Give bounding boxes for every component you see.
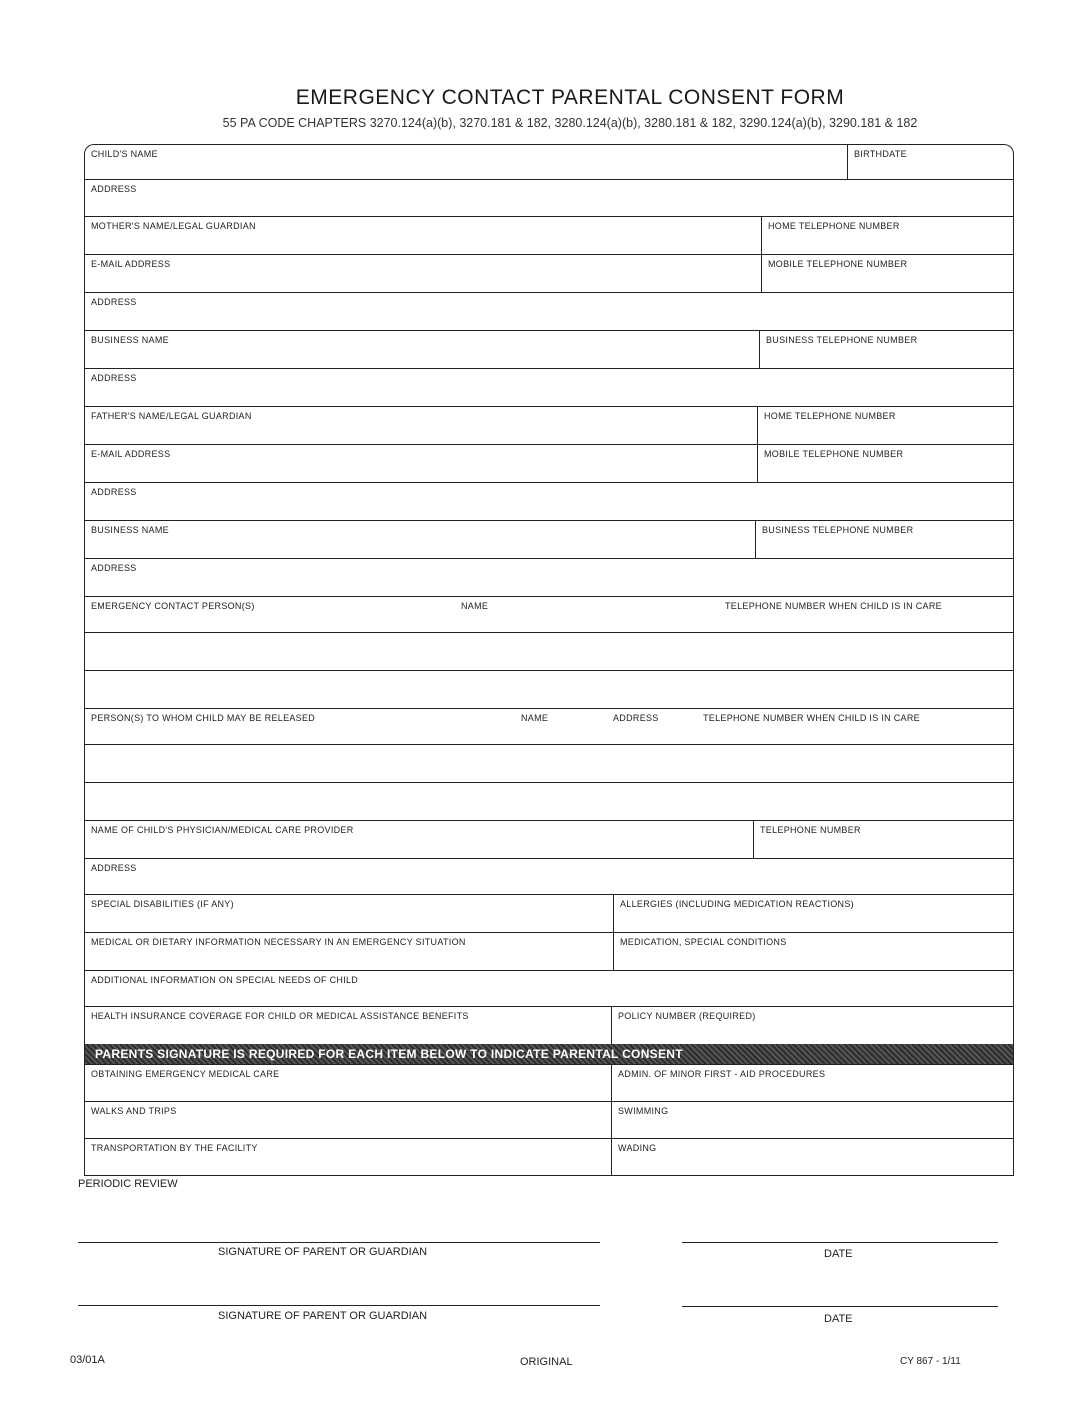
policy-number-label: POLICY NUMBER (REQUIRED) xyxy=(618,1011,756,1021)
father-email-field[interactable] xyxy=(85,445,757,482)
father-home-phone-field[interactable] xyxy=(757,407,1013,444)
parent-signature-label-1: SIGNATURE OF PARENT OR GUARDIAN xyxy=(218,1246,428,1258)
father-business-row xyxy=(84,520,1014,558)
release-person-line-1[interactable] xyxy=(84,744,1014,782)
form-title: EMERGENCY CONTACT PARENTAL CONSENT FORM xyxy=(295,86,845,109)
date-label-2: DATE xyxy=(824,1313,853,1325)
physician-phone-field[interactable] xyxy=(753,821,1013,858)
form-code-left: 03/01A xyxy=(70,1354,105,1366)
father-name-label: FATHER'S NAME/LEGAL GUARDIAN xyxy=(91,411,252,421)
mother-home-phone-field[interactable] xyxy=(761,217,1013,254)
swimming-label: SWIMMING xyxy=(618,1106,669,1116)
father-business-address-row[interactable] xyxy=(84,558,1014,596)
walks-label: WALKS AND TRIPS xyxy=(91,1106,177,1116)
date-line-2[interactable] xyxy=(682,1306,998,1307)
father-mobile-phone-label: MOBILE TELEPHONE NUMBER xyxy=(764,449,904,459)
medical-dietary-field[interactable] xyxy=(85,933,613,970)
father-business-phone-field[interactable] xyxy=(755,521,1013,558)
form-number-right: CY 867 - 1/11 xyxy=(900,1356,961,1367)
release-phone-label: TELEPHONE NUMBER WHEN CHILD IS IN CARE xyxy=(703,713,920,723)
birthdate-label: BIRTHDATE xyxy=(854,149,907,159)
consent-row-1 xyxy=(84,1064,1014,1101)
additional-info-row[interactable] xyxy=(84,970,1014,1006)
consent-row-3 xyxy=(84,1138,1014,1176)
physician-name-label: NAME OF CHILD'S PHYSICIAN/MEDICAL CARE PROVIDER xyxy=(91,825,354,835)
mother-business-row xyxy=(84,330,1014,368)
mother-name-field[interactable] xyxy=(85,217,761,254)
transportation-label: TRANSPORTATION BY THE FACILITY xyxy=(91,1143,258,1153)
mother-business-name-label: BUSINESS NAME xyxy=(91,335,169,345)
mother-business-phone-field[interactable] xyxy=(759,331,1013,368)
mother-mobile-phone-label: MOBILE TELEPHONE NUMBER xyxy=(768,259,908,269)
transportation-signature-field[interactable] xyxy=(85,1139,611,1175)
swimming-signature-field[interactable] xyxy=(611,1102,1013,1138)
father-email-row xyxy=(84,444,1014,482)
emergency-contacts-header xyxy=(84,596,1014,632)
emergency-contact-line-1[interactable] xyxy=(84,632,1014,670)
parent-signature-line-1[interactable] xyxy=(78,1242,600,1243)
policy-number-field[interactable] xyxy=(611,1007,1013,1044)
physician-address-label: ADDRESS xyxy=(91,863,137,873)
father-business-name-label: BUSINESS NAME xyxy=(91,525,169,535)
father-email-label: E-MAIL ADDRESS xyxy=(91,449,171,459)
child-address-row[interactable] xyxy=(84,179,1014,216)
father-address-row[interactable] xyxy=(84,482,1014,520)
physician-address-row[interactable] xyxy=(84,858,1014,894)
mother-name-label: MOTHER'S NAME/LEGAL GUARDIAN xyxy=(91,221,256,231)
father-mobile-phone-field[interactable] xyxy=(757,445,1013,482)
mother-business-address-row[interactable] xyxy=(84,368,1014,406)
date-label-1: DATE xyxy=(824,1248,853,1260)
consent-form xyxy=(84,144,1014,1176)
mother-business-address-label: ADDRESS xyxy=(91,373,137,383)
emergency-phone-label: TELEPHONE NUMBER WHEN CHILD IS IN CARE xyxy=(725,601,942,611)
original-label: ORIGINAL xyxy=(520,1356,573,1368)
form-subtitle: 55 PA CODE CHAPTERS 3270.124(a)(b), 3270.181 & 182, 3280.124(a)(b), 3280.181 & 182, 3290.124(a)(b), 3290.181 & 182 xyxy=(222,116,918,130)
date-line-1[interactable] xyxy=(682,1242,998,1243)
consent-banner xyxy=(84,1044,1014,1064)
child-name-field[interactable] xyxy=(85,145,831,179)
medication-conditions-field[interactable] xyxy=(613,933,1013,970)
health-insurance-label: HEALTH INSURANCE COVERAGE FOR CHILD OR MEDICAL ASSISTANCE BENEFITS xyxy=(91,1011,469,1021)
parent-signature-line-2[interactable] xyxy=(78,1305,600,1306)
mother-address-row[interactable] xyxy=(84,292,1014,330)
father-home-phone-label: HOME TELEPHONE NUMBER xyxy=(764,411,896,421)
first-aid-signature-field[interactable] xyxy=(611,1065,1013,1101)
mother-business-phone-label: BUSINESS TELEPHONE NUMBER xyxy=(766,335,918,345)
birthdate-field[interactable] xyxy=(847,145,1013,179)
special-disabilities-label: SPECIAL DISABILITIES (IF ANY) xyxy=(91,899,234,909)
emergency-name-label: NAME xyxy=(461,601,489,611)
release-persons-label: PERSON(S) TO WHOM CHILD MAY BE RELEASED xyxy=(91,713,316,723)
emergency-care-label: OBTAINING EMERGENCY MEDICAL CARE xyxy=(91,1069,280,1079)
consent-banner-text: PARENTS SIGNATURE IS REQUIRED FOR EACH ITEM BELOW TO INDICATE PARENTAL CONSENT xyxy=(95,1047,683,1061)
additional-info-label: ADDITIONAL INFORMATION ON SPECIAL NEEDS OF CHILD xyxy=(91,975,359,985)
walks-signature-field[interactable] xyxy=(85,1102,611,1138)
father-address-label: ADDRESS xyxy=(91,487,137,497)
child-address-label: ADDRESS xyxy=(91,184,137,194)
child-name-row xyxy=(84,144,1014,179)
allergies-label: ALLERGIES (INCLUDING MEDICATION REACTIONS) xyxy=(620,899,854,909)
health-insurance-field[interactable] xyxy=(85,1007,611,1044)
wading-signature-field[interactable] xyxy=(611,1139,1013,1175)
emergency-contact-line-2[interactable] xyxy=(84,670,1014,708)
special-disabilities-field[interactable] xyxy=(85,895,613,932)
periodic-review-label: PERIODIC REVIEW xyxy=(78,1178,178,1190)
mother-email-field[interactable] xyxy=(85,255,761,292)
insurance-row xyxy=(84,1006,1014,1044)
medical-dietary-row xyxy=(84,932,1014,970)
release-name-label: NAME xyxy=(521,713,549,723)
release-persons-header xyxy=(84,708,1014,744)
father-name-row xyxy=(84,406,1014,444)
allergies-field[interactable] xyxy=(613,895,1013,932)
mother-mobile-phone-field[interactable] xyxy=(761,255,1013,292)
consent-row-2 xyxy=(84,1101,1014,1138)
physician-phone-label: TELEPHONE NUMBER xyxy=(760,825,861,835)
mother-business-name-field[interactable] xyxy=(85,331,759,368)
first-aid-label: ADMIN. OF MINOR FIRST - AID PROCEDURES xyxy=(618,1069,826,1079)
medication-conditions-label: MEDICATION, SPECIAL CONDITIONS xyxy=(620,937,787,947)
father-name-field[interactable] xyxy=(85,407,757,444)
father-business-phone-label: BUSINESS TELEPHONE NUMBER xyxy=(762,525,914,535)
physician-row xyxy=(84,820,1014,858)
mother-email-label: E-MAIL ADDRESS xyxy=(91,259,171,269)
emergency-care-signature-field[interactable] xyxy=(85,1065,611,1101)
wading-label: WADING xyxy=(618,1143,657,1153)
emergency-contacts-label: EMERGENCY CONTACT PERSON(S) xyxy=(91,601,255,611)
mother-home-phone-label: HOME TELEPHONE NUMBER xyxy=(768,221,900,231)
parent-signature-label-2: SIGNATURE OF PARENT OR GUARDIAN xyxy=(218,1310,428,1322)
release-person-line-2[interactable] xyxy=(84,782,1014,820)
disabilities-row xyxy=(84,894,1014,932)
mother-address-label: ADDRESS xyxy=(91,297,137,307)
mother-name-row xyxy=(84,216,1014,254)
father-business-address-label: ADDRESS xyxy=(91,563,137,573)
father-business-name-field[interactable] xyxy=(85,521,755,558)
child-name-label: CHILD'S NAME xyxy=(91,149,158,159)
mother-email-row xyxy=(84,254,1014,292)
medical-dietary-label: MEDICAL OR DIETARY INFORMATION NECESSARY IN AN EMERGENCY SITUATION xyxy=(91,937,466,947)
release-address-label: ADDRESS xyxy=(613,713,659,723)
physician-name-field[interactable] xyxy=(85,821,753,858)
